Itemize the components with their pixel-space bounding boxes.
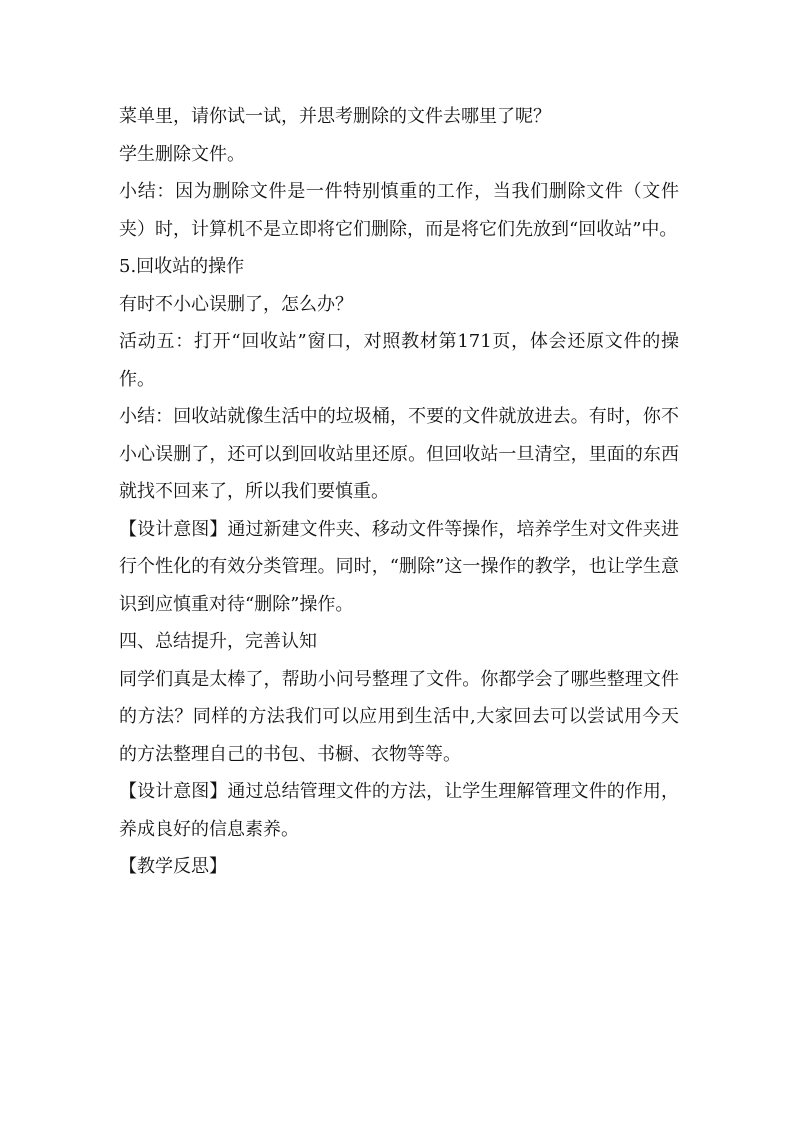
section-heading: 5.回收站的操作 bbox=[119, 256, 245, 277]
paragraph: 小结：回收站就像生活中的垃圾桶，不要的文件就放进去。有时，你不小心误删了，还可以到回收站里还原。但回收站一旦清空，里面的东西就找不回来了，所以我们要慎重。 bbox=[119, 406, 679, 502]
section-heading: 【教学反思】 bbox=[119, 856, 227, 877]
paragraph: 有时不小心误删了，怎么办？ bbox=[119, 293, 353, 315]
paragraph: 【设计意图】通过总结管理文件的方法，让学生理解管理文件的作用，养成良好的信息素养。 bbox=[119, 781, 679, 840]
paragraph: 菜单里，请你试一试，并思考删除的文件去哪里了呢？ bbox=[119, 106, 551, 127]
section-heading: 四、总结提升，完善认知 bbox=[119, 631, 317, 652]
paragraph: 同学们真是太棒了，帮助小问号整理了文件。你都学会了哪些整理文件的方法？同样的方法我们可以应用到生活中,大家回去可以尝试用今天的方法整理自己的书包、书橱、衣物等等。 bbox=[119, 668, 679, 765]
paragraph: 活动五：打开“回收站”窗口，对照教材第171页，体会还原文件的操作。 bbox=[119, 331, 679, 390]
document-body bbox=[119, 98, 679, 886]
paragraph: 【设计意图】通过新建文件夹、移动文件等操作，培养学生对文件夹进行个性化的有效分类管理。同时，“删除”这一操作的教学，也让学生意识到应慎重对待“删除”操作。 bbox=[119, 518, 679, 615]
paragraph: 小结：因为删除文件是一件特别慎重的工作，当我们删除文件（文件夹）时，计算机不是立即将它们删除，而是将它们先放到“回收站”中。 bbox=[119, 181, 679, 240]
paragraph: 学生删除文件。 bbox=[119, 143, 245, 165]
